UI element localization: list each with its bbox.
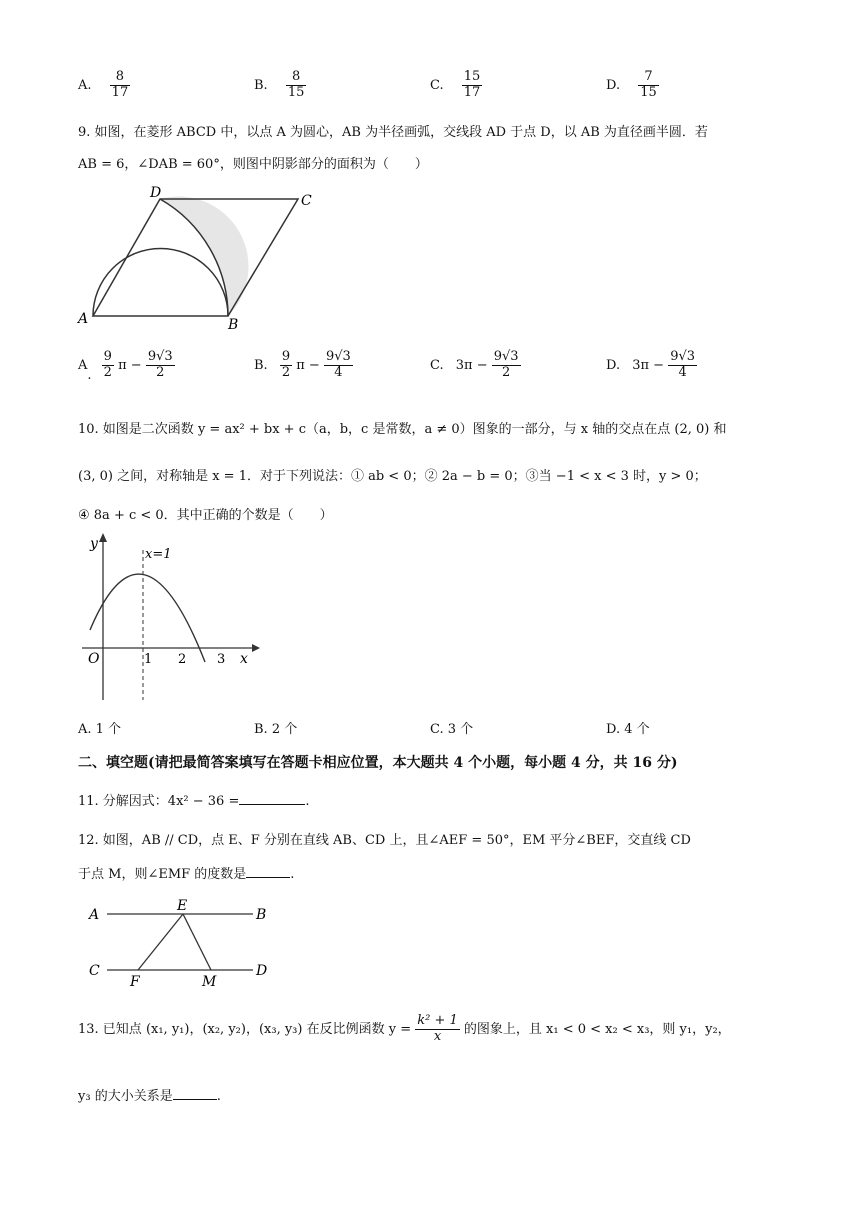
q12-segment-ef — [138, 914, 183, 970]
q8-option-b: B. $\frac{8}{15}$ — [254, 69, 305, 100]
q10-option-c: C. 3 个 — [430, 722, 474, 737]
q10-text-line3: ④ 8a + c < 0．其中正确的个数是（ ） — [78, 508, 333, 523]
q12-text-line2: 于点 M，则∠EMF 的度数是 . — [78, 867, 295, 882]
q10-parabola-graph — [80, 530, 260, 705]
q12-label-e: E — [177, 898, 188, 914]
q9-label-d: D — [150, 185, 162, 201]
q10-tick-1: 1 — [144, 652, 153, 667]
q12-label-f: F — [130, 974, 140, 990]
q10-parabola — [90, 574, 205, 662]
q10-option-b: B. 2 个 — [254, 722, 298, 737]
q12-parallel-lines-figure — [85, 898, 275, 993]
q10-label-x: x — [240, 651, 248, 667]
q8-option-c: C. $\frac{15}{17}$ — [430, 69, 481, 100]
q10-option-d: D. 4 个 — [606, 722, 650, 737]
q11-answer-blank — [239, 804, 305, 805]
q10-label-axis: x=1 — [145, 547, 172, 562]
q10-option-a: A. 1 个 — [78, 722, 122, 737]
q12-label-d: D — [256, 963, 268, 979]
q12-label-c: C — [89, 963, 100, 979]
q9-label-c: C — [301, 193, 312, 209]
q13-text-line1: 13. 已知点 (x₁, y₁)，(x₂, y₂)，(x₃, y₃) 在反比例函数 y = $\frac{\text{k² + 1}}{x}$ 的图象上，且 x₁ < 0 < x₂ < x₃，则 y₁，y₂， — [78, 1013, 731, 1044]
q12-text-line1: 12. 如图，AB // CD，点 E、F 分别在直线 AB、CD 上，且∠AEF = 50°，EM 平分∠BEF，交直线 CD — [78, 833, 691, 848]
q8-option-a: A. $\frac{8}{17}$ — [78, 69, 129, 100]
q10-tick-3: 3 — [217, 652, 226, 667]
q8-option-d: D. $\frac{7}{15}$ — [606, 69, 657, 100]
q13-text-line2: y₃ 的大小关系是 . — [78, 1089, 221, 1104]
q13-answer-blank — [173, 1099, 217, 1100]
q12-answer-blank — [246, 877, 290, 878]
q9-text-line2: AB = 6，∠DAB = 60°，则图中阴影部分的面积为（ ） — [78, 157, 428, 172]
q9-semicircle — [93, 249, 228, 317]
q12-label-a: A — [89, 907, 100, 923]
q9-label-a: A — [78, 311, 89, 327]
q9-option-c: C. 3π − $\frac{9√3}{2}$ — [430, 349, 519, 380]
q9-label-b: B — [228, 317, 239, 333]
q9-option-b: B. $\frac{9}{2}$ π − $\frac{9√3}{4}$ — [254, 349, 351, 380]
q10-tick-2: 2 — [178, 652, 187, 667]
q9-option-d: D. 3π − $\frac{9√3}{4}$ — [606, 349, 696, 380]
q9-option-a: A. $\frac{9}{2}$ π − $\frac{9√3}{2}$ — [78, 349, 173, 383]
q12-segment-em — [183, 914, 211, 970]
q12-label-m: M — [202, 974, 217, 990]
q10-text-line1: 10. 如图是二次函数 y = ax² + bx + c（a，b，c 是常数，a ≠ 0）图象的一部分，与 x 轴的交点在点 (2, 0) 和 — [78, 422, 727, 437]
q11-text: 11. 分解因式：4x² − 36 = . — [78, 794, 310, 809]
q10-label-y: y — [90, 536, 98, 552]
section-2-heading: 二、填空题(请把最简答案填写在答题卡相应位置，本大题共 4 个小题，每小题 4 分，共 16 分) — [78, 755, 678, 771]
q9-text-line1: 9. 如图，在菱形 ABCD 中，以点 A 为圆心，AB 为半径画弧，交线段 AD 于点 D，以 AB 为直径画半圆．若 — [78, 125, 708, 140]
q12-label-b: B — [256, 907, 267, 923]
q10-label-origin: O — [88, 651, 100, 667]
q9-rhombus-figure — [70, 183, 330, 333]
q10-text-line2: (3, 0) 之间，对称轴是 x = 1．对于下列说法：① ab < 0；② 2a − b = 0；③当 −1 < x < 3 时，y > 0； — [78, 469, 707, 484]
